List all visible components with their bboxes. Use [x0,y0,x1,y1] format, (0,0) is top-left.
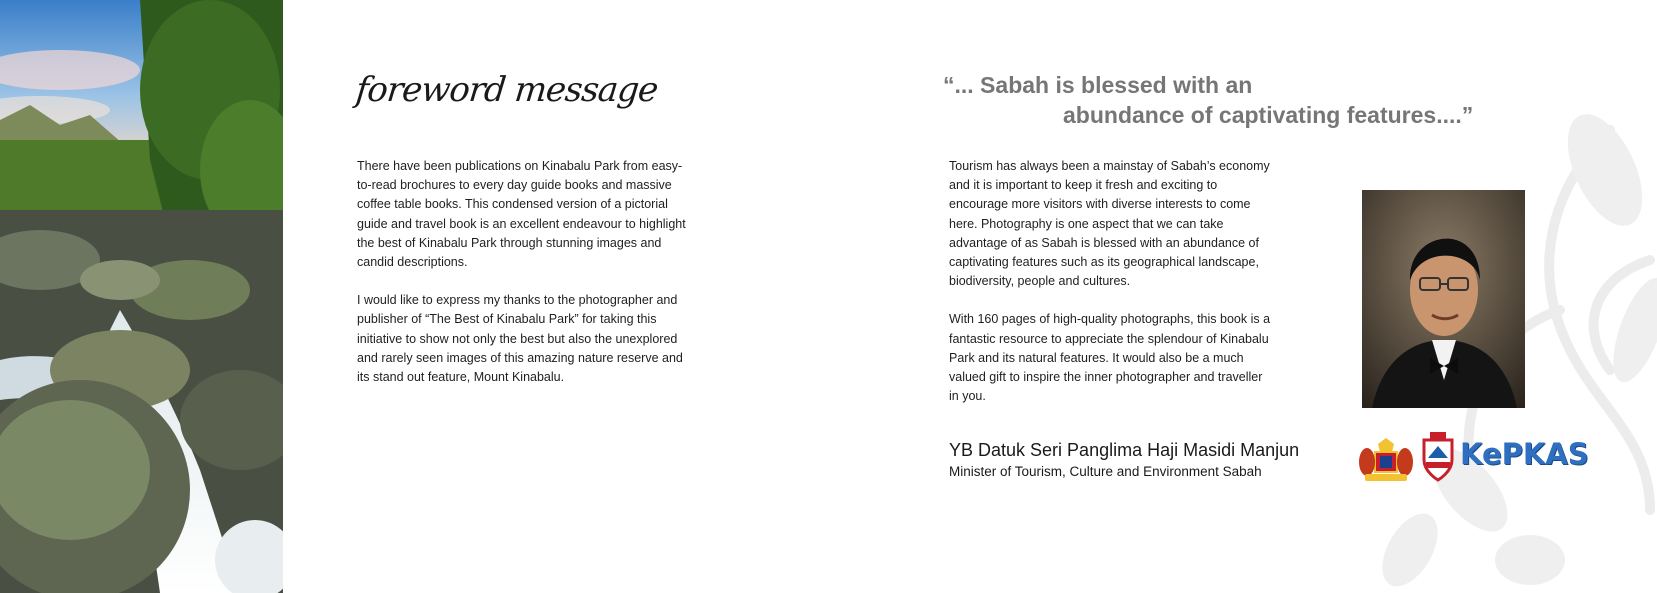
message-paragraph-1: Tourism has always been a mainstay of Sabah’s economy and it is important to keep it fresh and exciting to encourage more visitors with diverse interests to come here. Photography is one aspect that we can take advantage of as Sabah is blessed with an abundance of captivating features such as its geographical landscape, biodiversity, people and cultures. [949,159,1270,289]
message-paragraph-2: With 160 pages of high-quality photographs, this book is a fantastic resource to appreciate the splendour of Kinabalu Park and its natural features. It would also be a much valued gift to inspire the inner photographer and traveller in you. [949,312,1271,404]
foreword-paragraph-2: I would like to express my thanks to the photographer and publisher of “The Best of Kinabalu Park” for taking this initiative to show not only the best but also the unexplored and rarely seen images of this amazing nature reserve and its stand out feature, Mount Kinabalu. [357,293,683,385]
pull-quote-line-2: abundance of captivating features....” [1063,102,1474,128]
signatory-name: YB Datuk Seri Panglima Haji Masidi Manjun [949,440,1300,460]
signatory-title: Minister of Tourism, Culture and Environment Sabah [949,464,1262,479]
pull-quote-line-1: “... Sabah is blessed with an [943,72,1253,98]
kepkas-logo: KePKAS [1460,437,1589,471]
foreword-paragraph-1: There have been publications on Kinabalu Park from easy-to-read brochures to every day guide books and massive coffee table books. This condensed version of a pictorial guide and travel book is an excellent endeavour to highlight the best of Kinabalu Park through stunning images and candid descriptions. [357,159,686,270]
minister-message-body [949,157,1271,425]
sabah-crest-icon [1420,430,1456,484]
minister-portrait [1362,190,1525,408]
malaysia-coat-of-arms-icon [1357,434,1415,484]
kinabalu-river-photo [0,0,283,593]
foreword-heading: foreword message [353,70,660,110]
foreword-body [357,157,687,406]
